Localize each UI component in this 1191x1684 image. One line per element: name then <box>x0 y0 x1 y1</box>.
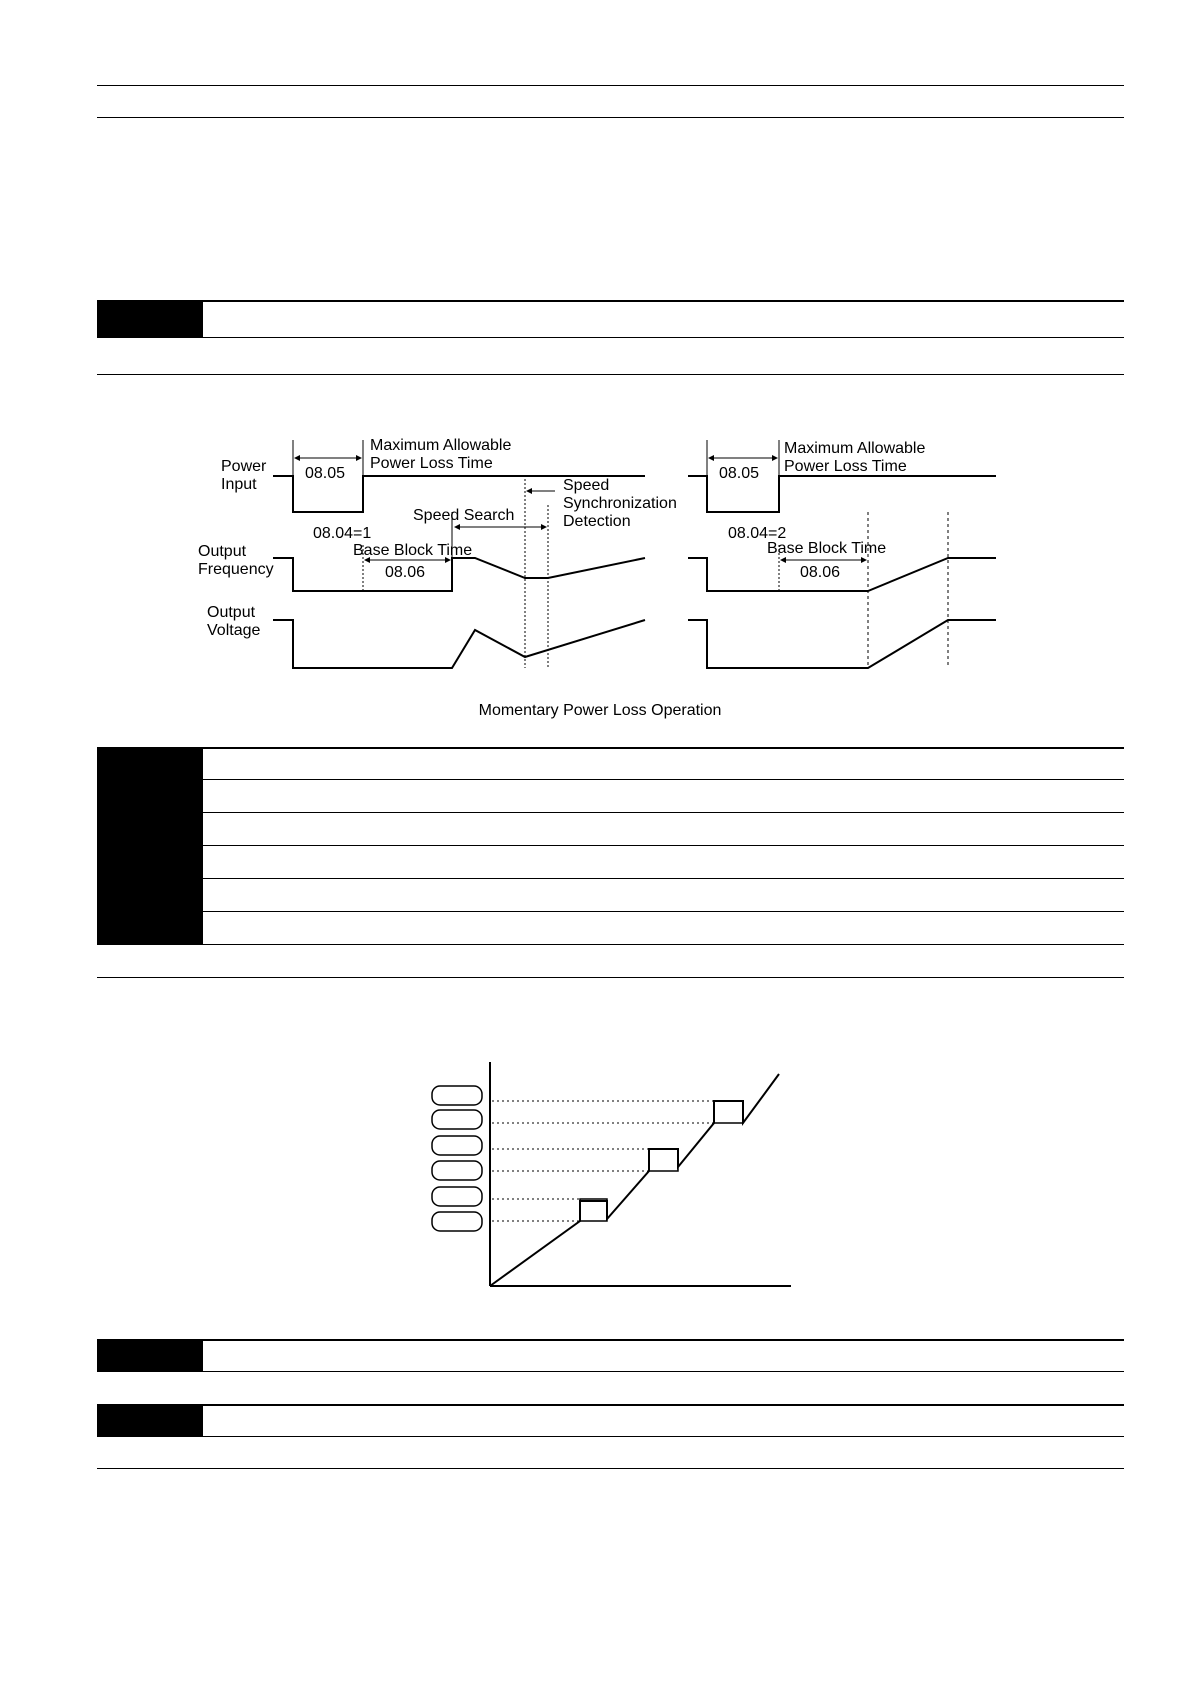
step-box-2 <box>649 1149 678 1171</box>
max-allowable-right-2: Power Loss Time <box>784 458 907 475</box>
axes <box>490 1062 791 1286</box>
level-tag-3 <box>432 1136 482 1155</box>
level-tags <box>432 1086 482 1231</box>
param-0806-right: 08.06 <box>800 564 841 581</box>
param-row-rule <box>203 1404 1124 1406</box>
ramp-line <box>490 1074 779 1286</box>
output-voltage-label-1: Output <box>207 604 256 621</box>
max-allowable-left-1: Maximum Allowable <box>370 437 512 454</box>
param-id-box <box>97 1404 203 1436</box>
output-frequency-label-1: Output <box>198 543 247 560</box>
param-id-box <box>97 1339 203 1371</box>
param-0805-right: 08.05 <box>719 465 760 482</box>
level-tag-5 <box>432 1187 482 1206</box>
step-boxes <box>580 1101 743 1221</box>
step-box-1 <box>580 1199 607 1221</box>
speed-sync-label-2: Synchronization <box>563 495 677 512</box>
param-row <box>97 1404 1124 1437</box>
section-rule <box>97 1468 1124 1469</box>
level-tag-6 <box>432 1212 482 1231</box>
max-allowable-right-1: Maximum Allowable <box>784 440 926 457</box>
base-block-label-left: Base Block Time <box>353 542 473 559</box>
param-row-rule <box>203 1339 1124 1341</box>
level-tag-1 <box>432 1086 482 1105</box>
power-input-label-2: Input <box>221 476 257 493</box>
speed-search-label: Speed Search <box>413 507 515 524</box>
param-0806-left: 08.06 <box>385 564 426 581</box>
output-voltage-label-2: Voltage <box>207 622 261 639</box>
max-allowable-left-2: Power Loss Time <box>370 455 493 472</box>
level-tag-4 <box>432 1161 482 1180</box>
level-lines <box>492 1101 714 1221</box>
figure-caption: Momentary Power Loss Operation <box>478 702 722 719</box>
level-tag-2 <box>432 1110 482 1129</box>
power-input-label-1: Power <box>221 458 267 475</box>
base-block-label-right: Base Block Time <box>767 540 887 557</box>
param-row <box>97 1339 1124 1372</box>
mode2-label: 08.04=2 <box>728 525 787 542</box>
mode1-label: 08.04=1 <box>313 525 372 542</box>
output-frequency-label-2: Frequency <box>198 561 274 578</box>
param-0805-left: 08.05 <box>305 465 346 482</box>
step-box-3 <box>714 1101 743 1123</box>
speed-sync-label-1: Speed <box>563 477 610 494</box>
speed-sync-label-3: Detection <box>563 513 631 530</box>
